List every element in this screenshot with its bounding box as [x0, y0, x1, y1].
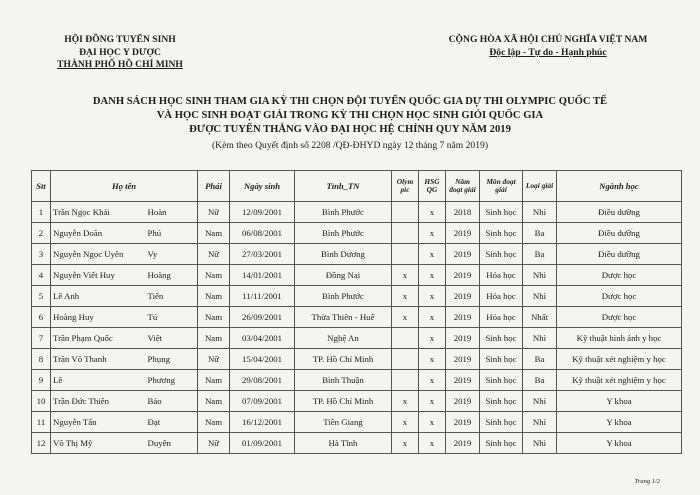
olympic-mark-cell: x — [392, 286, 419, 307]
major-cell: Kỹ thuật xét nghiệm y học — [557, 370, 682, 391]
hsg-mark-cell: x — [419, 391, 446, 412]
olympic-mark-cell: x — [392, 265, 419, 286]
title-line-2: VÀ HỌC SINH ĐOẠT GIẢI TRONG KỲ THI CHỌN HỌC SINH GIỎI QUỐC GIA — [156, 110, 544, 121]
last-name-cell: Hoàng Huy — [51, 307, 146, 328]
header-hsg: HSG QG — [419, 171, 446, 202]
major-cell: Dược học — [557, 286, 682, 307]
first-name-cell: Phú — [146, 223, 198, 244]
award-year-cell: 2019 — [446, 307, 480, 328]
authority-line-3: THÀNH PHỐ HỒ CHÍ MINH — [57, 59, 183, 70]
date-of-birth-cell: 27/03/2001 — [230, 244, 295, 265]
table-row — [32, 265, 682, 286]
olympic-mark-cell: x — [392, 412, 419, 433]
last-name-cell: Nguyễn Viết Huy — [51, 265, 146, 286]
row-number-cell: 12 — [32, 433, 51, 454]
row-number-cell: 7 — [32, 328, 51, 349]
award-subject-cell: Sinh học — [480, 433, 523, 454]
row-number-cell: 6 — [32, 307, 51, 328]
hsg-mark-cell: x — [419, 433, 446, 454]
issuing-authority — [20, 34, 220, 72]
last-name-cell: Võ Thị Mỹ — [51, 433, 146, 454]
table-row — [32, 244, 682, 265]
prize-level-cell: Nhì — [523, 202, 557, 223]
olympic-mark-cell: x — [392, 391, 419, 412]
first-name-cell: Vy — [146, 244, 198, 265]
prize-level-cell: Nhất — [523, 307, 557, 328]
gender-cell: Nam — [198, 328, 230, 349]
date-of-birth-cell: 11/11/2001 — [230, 286, 295, 307]
last-name-cell: Trần Phạm Quốc — [51, 328, 146, 349]
header-province: Tỉnh_TN — [295, 171, 392, 202]
award-year-cell: 2019 — [446, 223, 480, 244]
gender-cell: Nam — [198, 223, 230, 244]
row-number-cell: 5 — [32, 286, 51, 307]
prize-level-cell: Ba — [523, 370, 557, 391]
major-cell: Điều dưỡng — [557, 223, 682, 244]
date-of-birth-cell: 26/09/2001 — [230, 307, 295, 328]
row-number-cell: 2 — [32, 223, 51, 244]
last-name-cell: Nguyễn Doãn — [51, 223, 146, 244]
award-subject-cell: Sinh học — [480, 244, 523, 265]
last-name-cell: Nguyễn Tấn — [51, 412, 146, 433]
first-name-cell: Hoàn — [146, 202, 198, 223]
last-name-cell: Lê — [51, 370, 146, 391]
hsg-mark-cell: x — [419, 370, 446, 391]
hsg-mark-cell: x — [419, 307, 446, 328]
hsg-mark-cell: x — [419, 244, 446, 265]
header-subject: Môn đoạt giải — [480, 171, 523, 202]
row-number-cell: 10 — [32, 391, 51, 412]
province-cell: Thừa Thiên - Huế — [295, 307, 392, 328]
gender-cell: Nam — [198, 412, 230, 433]
table-row — [32, 433, 682, 454]
prize-level-cell: Ba — [523, 244, 557, 265]
first-name-cell: Phương — [146, 370, 198, 391]
award-subject-cell: Hóa học — [480, 307, 523, 328]
prize-level-cell: Ba — [523, 349, 557, 370]
row-number-cell: 8 — [32, 349, 51, 370]
olympic-mark-cell — [392, 244, 419, 265]
gender-cell: Nữ — [198, 433, 230, 454]
award-subject-cell: Sinh học — [480, 370, 523, 391]
date-of-birth-cell: 03/04/2001 — [230, 328, 295, 349]
award-year-cell: 2018 — [446, 202, 480, 223]
hsg-mark-cell: x — [419, 223, 446, 244]
last-name-cell: Lê Anh — [51, 286, 146, 307]
table-header-row — [32, 171, 682, 202]
date-of-birth-cell: 16/12/2001 — [230, 412, 295, 433]
motto-line-2: Độc lập - Tự do - Hạnh phúc — [489, 46, 607, 58]
first-name-cell: Hoàng — [146, 265, 198, 286]
olympic-mark-cell — [392, 223, 419, 244]
last-name-cell: Trần Đức Thiên — [51, 391, 146, 412]
hsg-mark-cell: x — [419, 328, 446, 349]
table-row — [32, 307, 682, 328]
award-subject-cell: Sinh học — [480, 202, 523, 223]
award-subject-cell: Sinh học — [480, 223, 523, 244]
award-subject-cell: Hóa học — [480, 265, 523, 286]
hsg-mark-cell: x — [419, 349, 446, 370]
row-number-cell: 4 — [32, 265, 51, 286]
date-of-birth-cell: 01/09/2001 — [230, 433, 295, 454]
hsg-mark-cell: x — [419, 412, 446, 433]
province-cell: Đồng Nai — [295, 265, 392, 286]
gender-cell: Nam — [198, 370, 230, 391]
first-name-cell: Duyên — [146, 433, 198, 454]
decision-reference: (Kèm theo Quyết định số 2208 /QĐ-ĐHYD ngày 12 tháng 7 năm 2019) — [211, 140, 489, 151]
row-number-cell: 9 — [32, 370, 51, 391]
header-major: Ngành học — [557, 171, 682, 202]
table-row — [32, 391, 682, 412]
last-name-cell: Trần Ngọc Khải — [51, 202, 146, 223]
student-table — [31, 170, 682, 454]
province-cell: Nghệ An — [295, 328, 392, 349]
page-number: Trang 1/2 — [634, 478, 660, 485]
award-year-cell: 2019 — [446, 391, 480, 412]
header-prize: Loại giải — [523, 171, 557, 202]
authority-line-2: ĐẠI HỌC Y DƯỢC — [79, 46, 161, 58]
table-row — [32, 412, 682, 433]
major-cell: Y khoa — [557, 391, 682, 412]
olympic-mark-cell: x — [392, 433, 419, 454]
gender-cell: Nữ — [198, 202, 230, 223]
prize-level-cell: Ba — [523, 223, 557, 244]
date-of-birth-cell: 06/08/2001 — [230, 223, 295, 244]
table-row — [32, 370, 682, 391]
first-name-cell: Tú — [146, 307, 198, 328]
award-year-cell: 2019 — [446, 412, 480, 433]
last-name-cell: Nguyễn Ngọc Uyên — [51, 244, 146, 265]
prize-level-cell: Nhì — [523, 265, 557, 286]
major-cell: Y khoa — [557, 412, 682, 433]
header-gender: Phái — [198, 171, 230, 202]
award-year-cell: 2019 — [446, 328, 480, 349]
olympic-mark-cell — [392, 202, 419, 223]
province-cell: Tiền Giang — [295, 412, 392, 433]
table-row — [32, 328, 682, 349]
prize-level-cell: Nhì — [523, 433, 557, 454]
major-cell: Dược học — [557, 307, 682, 328]
date-of-birth-cell: 15/04/2001 — [230, 349, 295, 370]
province-cell: Bình Dương — [295, 244, 392, 265]
award-year-cell: 2019 — [446, 349, 480, 370]
gender-cell: Nam — [198, 307, 230, 328]
prize-level-cell: Nhì — [523, 328, 557, 349]
award-year-cell: 2019 — [446, 370, 480, 391]
award-subject-cell: Sinh học — [480, 349, 523, 370]
province-cell: Bình Phước — [295, 223, 392, 244]
date-of-birth-cell: 07/09/2001 — [230, 391, 295, 412]
olympic-mark-cell: x — [392, 307, 419, 328]
first-name-cell: Đạt — [146, 412, 198, 433]
hsg-mark-cell: x — [419, 265, 446, 286]
gender-cell: Nữ — [198, 244, 230, 265]
national-motto — [408, 34, 688, 59]
header-year: Năm đoạt giải — [446, 171, 480, 202]
first-name-cell: Việt — [146, 328, 198, 349]
hsg-mark-cell: x — [419, 286, 446, 307]
row-number-cell: 3 — [32, 244, 51, 265]
row-number-cell: 1 — [32, 202, 51, 223]
date-of-birth-cell: 14/01/2001 — [230, 265, 295, 286]
gender-cell: Nam — [198, 391, 230, 412]
date-of-birth-cell: 12/09/2001 — [230, 202, 295, 223]
province-cell: Hà Tĩnh — [295, 433, 392, 454]
major-cell: Kỹ thuật xét nghiệm y học — [557, 349, 682, 370]
date-of-birth-cell: 29/08/2001 — [230, 370, 295, 391]
authority-line-1: HỘI ĐỒNG TUYỂN SINH — [64, 34, 176, 45]
gender-cell: Nữ — [198, 349, 230, 370]
table-row — [32, 202, 682, 223]
header-name: Họ tên — [51, 171, 198, 202]
prize-level-cell: Nhì — [523, 391, 557, 412]
gender-cell: Nam — [198, 286, 230, 307]
first-name-cell: Tiến — [146, 286, 198, 307]
olympic-mark-cell — [392, 328, 419, 349]
award-subject-cell: Hóa học — [480, 286, 523, 307]
province-cell: TP. Hồ Chí Minh — [295, 349, 392, 370]
major-cell: Kỹ thuật hình ảnh y học — [557, 328, 682, 349]
table-row — [32, 286, 682, 307]
province-cell: Bình Phước — [295, 202, 392, 223]
document-title — [0, 95, 700, 137]
province-cell: Bình Phước — [295, 286, 392, 307]
table-row — [32, 223, 682, 244]
title-line-3: ĐƯỢC TUYỂN THẲNG VÀO ĐẠI HỌC HỆ CHÍNH QUY NĂM 2019 — [189, 124, 511, 135]
header-dob: Ngày sinh — [230, 171, 295, 202]
award-year-cell: 2019 — [446, 244, 480, 265]
award-year-cell: 2019 — [446, 433, 480, 454]
olympic-mark-cell — [392, 370, 419, 391]
major-cell: Y khoa — [557, 433, 682, 454]
gender-cell: Nam — [198, 265, 230, 286]
award-subject-cell: Sinh học — [480, 412, 523, 433]
award-year-cell: 2019 — [446, 265, 480, 286]
first-name-cell: Phụng — [146, 349, 198, 370]
prize-level-cell: Nhì — [523, 286, 557, 307]
table-row — [32, 349, 682, 370]
major-cell: Điều dưỡng — [557, 202, 682, 223]
header-stt: Stt — [32, 171, 51, 202]
province-cell: Bình Thuận — [295, 370, 392, 391]
first-name-cell: Bảo — [146, 391, 198, 412]
province-cell: TP. Hồ Chí Minh — [295, 391, 392, 412]
award-subject-cell: Sinh học — [480, 391, 523, 412]
row-number-cell: 11 — [32, 412, 51, 433]
header-olympic: Olym pic — [392, 171, 419, 202]
last-name-cell: Trần Võ Thanh — [51, 349, 146, 370]
motto-line-1: CỘNG HÒA XÃ HỘI CHỦ NGHĨA VIỆT NAM — [448, 34, 648, 45]
major-cell: Dược học — [557, 265, 682, 286]
title-line-1: DANH SÁCH HỌC SINH THAM GIA KỲ THI CHỌN ĐỘI TUYỂN QUỐC GIA DỰ THI OLYMPIC QUỐC TẾ — [92, 96, 608, 107]
award-year-cell: 2019 — [446, 286, 480, 307]
award-subject-cell: Sinh học — [480, 328, 523, 349]
hsg-mark-cell: x — [419, 202, 446, 223]
olympic-mark-cell — [392, 349, 419, 370]
major-cell: Điều dưỡng — [557, 244, 682, 265]
prize-level-cell: Nhì — [523, 412, 557, 433]
